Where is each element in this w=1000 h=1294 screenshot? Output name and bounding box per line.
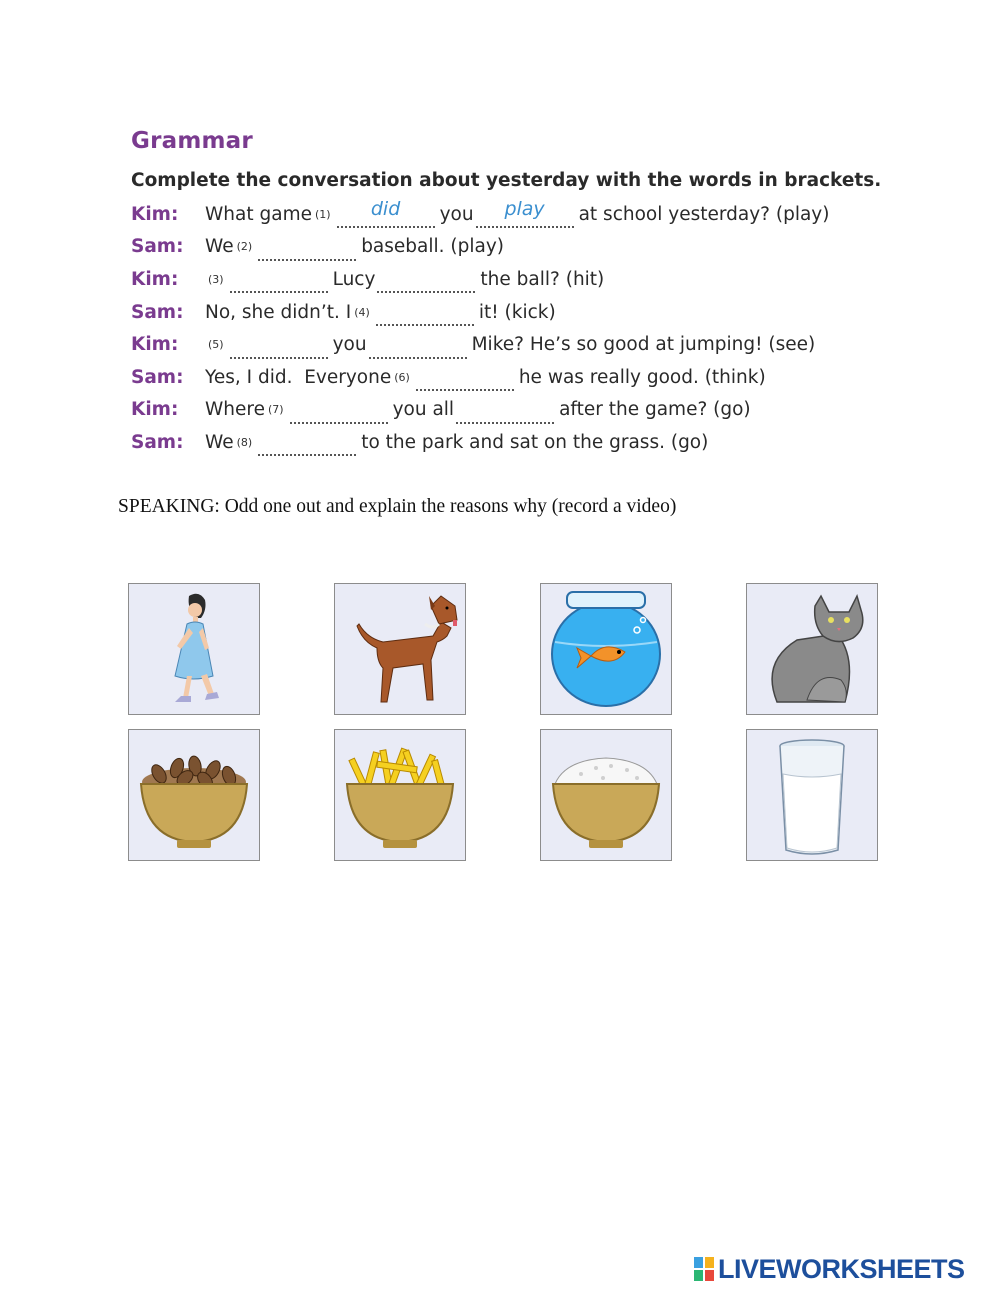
gap-number: (4) (354, 305, 370, 319)
answer-blank-3a[interactable] (230, 269, 328, 293)
line-text: Mike? He’s so good at jumping! (see) (471, 334, 816, 356)
answer-blank-5b[interactable] (369, 335, 467, 359)
answer-blank-1b[interactable] (476, 198, 574, 228)
card-cat (746, 583, 878, 715)
line-text: after the game? (go) (559, 399, 751, 421)
liveworksheets-logo (694, 1254, 965, 1284)
answer-text: did (370, 198, 401, 221)
line-text: What game (205, 203, 312, 225)
dialogue-line-2 (131, 231, 891, 264)
answer-blank-6[interactable] (416, 367, 514, 391)
dialogue-line-8 (131, 426, 891, 459)
speaker: Kim: (131, 334, 179, 356)
line-text: at school yesterday? (play) (578, 203, 830, 225)
gap-number: (1) (314, 207, 331, 221)
line-text: you all (392, 399, 455, 421)
answer-text: play (504, 198, 545, 221)
gap-number: (8) (236, 435, 253, 449)
gap-number: (2) (236, 240, 253, 254)
speaker: Sam: (131, 431, 184, 453)
line-text: Where (205, 399, 265, 421)
line-text: you (332, 334, 367, 356)
card-glass-of-milk (746, 729, 878, 861)
answer-blank-7b[interactable] (456, 400, 554, 424)
fish-bowl-icon (541, 584, 671, 714)
line-text: the ball? (hit) (480, 268, 605, 290)
gap-number: (3) (208, 272, 224, 286)
speaker: Kim: (131, 399, 179, 421)
line-text: No, she didn’t. I (205, 301, 352, 323)
card-bowl-of-rice (540, 729, 672, 861)
speaker: Sam: (131, 301, 184, 323)
line-text: he was really good. (think) (518, 366, 766, 388)
girl-walking-icon (129, 584, 259, 714)
dialogue-line-7 (131, 394, 891, 427)
dialogue-line-5 (131, 328, 891, 361)
line-text: you (439, 203, 474, 225)
line-text: baseball. (play) (361, 236, 505, 258)
speaker: Kim: (131, 203, 179, 225)
bowl-of-fries-icon (335, 730, 465, 860)
line-text: Lucy (332, 268, 376, 290)
answer-blank-3b[interactable] (377, 269, 475, 293)
bowl-of-rice-icon (541, 730, 671, 860)
line-text: We (205, 236, 234, 258)
answer-blank-8[interactable] (258, 432, 356, 456)
dialogue-line-3 (131, 263, 891, 296)
answer-blank-7a[interactable] (290, 400, 388, 424)
line-text: We (205, 431, 234, 453)
dialogue-line-6 (131, 361, 891, 394)
gap-number: (5) (208, 338, 224, 352)
speaker: Sam: (131, 366, 184, 388)
line-text: to the park and sat on the grass. (go) (361, 431, 709, 453)
dialogue (131, 198, 891, 459)
gap-number: (7) (267, 403, 284, 417)
answer-blank-5a[interactable] (230, 335, 328, 359)
card-bowl-of-nuts (128, 729, 260, 861)
dialogue-line-1 (131, 198, 891, 231)
line-text: it! (kick) (478, 301, 556, 323)
answer-blank-4[interactable] (376, 302, 474, 326)
card-dog (334, 583, 466, 715)
card-girl-walking (128, 583, 260, 715)
bowl-of-nuts-icon (129, 730, 259, 860)
speaker: Kim: (131, 268, 179, 290)
card-fish-bowl (540, 583, 672, 715)
answer-blank-1a[interactable] (337, 198, 435, 228)
logo-mark-icon (694, 1257, 714, 1281)
speaking-prompt: SPEAKING: Odd one out and explain the reasons why (record a video) (118, 496, 677, 517)
dog-icon (335, 584, 465, 714)
answer-blank-2[interactable] (258, 237, 356, 261)
speaker: Sam: (131, 236, 184, 258)
line-text: Yes, I did. Everyone (205, 366, 392, 388)
glass-of-milk-icon (747, 730, 877, 860)
logo-text: LIVEWORKSHEETS (718, 1253, 965, 1284)
card-bowl-of-fries (334, 729, 466, 861)
gap-number: (6) (394, 370, 410, 384)
grammar-title: Grammar (131, 128, 253, 154)
dialogue-line-4 (131, 296, 891, 329)
cat-icon (747, 584, 877, 714)
instruction-text: Complete the conversation about yesterday with the words in brackets. (131, 170, 882, 191)
